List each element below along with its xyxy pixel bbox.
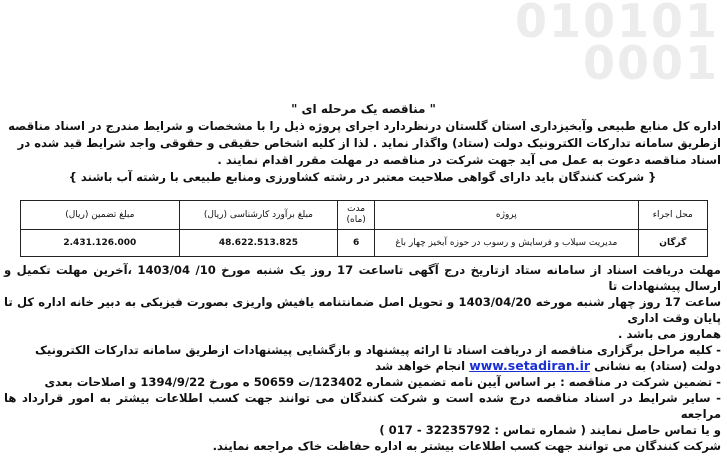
body-line-4: - کلیه مراحل برگزاری مناقصه از دریافت اسناد تا ارائه پیشنهاد و بازگشایی پیشنهادات ازطریق سامانه تدارکات الکترونیک (34, 343, 721, 357)
body-line-7: - سایر شرایط در اسناد مناقصه درج شده است و شرکت کنندگان می توانند جهت کسب اطلاعات بیشتر به امور قرارداد ها مراجعه (4, 391, 721, 421)
body-line-8: و یا تماس حاصل نمایند ( شماره تماس : 32235792 - 017 ) (379, 423, 721, 437)
notice-body (4, 262, 721, 454)
address-suffix: انجام خواهد شد (375, 359, 466, 373)
header-deposit: مبلغ تضمین (ریال) (21, 201, 180, 230)
notice-intro (4, 118, 721, 186)
header-estimate: مبلغ برآورد کارشناسی (ریال) (179, 201, 338, 230)
body-line-3: هماروز می باشد . (618, 327, 721, 341)
intro-line-2: ازطریق سامانه تدارکات الکترونیک دولت (ستاد) واگذار نماید . لذا از کلیه اشخاص حقیقی و حقوقی واجد شرایط قید شده در (17, 136, 721, 150)
header-project: پروژه (375, 201, 639, 230)
body-line-9: شرکت کنندگان می توانند جهت کسب اطلاعات بیشتر به اداره حفاظت خاک مراجعه نمایند. (212, 439, 721, 453)
cell-duration: 6 (338, 230, 375, 257)
intro-line-1: اداره کل منابع طبیعی وآبخیزداری استان گلستان درنظردارد اجرای پروژه ذیل را با مشخصات و شرایط مندرج در اسناد مناقصه (8, 119, 721, 133)
watermark-line-1: 010101 (514, 0, 719, 48)
cell-estimate: 48.622.513.825 (179, 230, 338, 257)
cell-deposit: 2.431.126.000 (21, 230, 180, 257)
intro-line-3: اسناد مناقصه دعوت به عمل می آید جهت شرکت در مناقصه در مهلت مقرر اقدام نمایند . (217, 153, 721, 167)
setad-link[interactable]: www.setadiran.ir (469, 358, 591, 373)
cell-project: مدیریت سیلاب و فرسایش و رسوب در حوزه آبخیز چهار باغ (375, 230, 639, 257)
table-header-row (21, 201, 708, 230)
body-line-6: - تضمین شرکت در مناقصه : بر اساس آیین نامه تضمین شماره 123402/ت 50659 ه مورخ 1394/9/22 و اصلاحات بعدی (44, 375, 721, 389)
table-row (21, 230, 708, 257)
notice-title: " مناقصه یک مرحله ای " (291, 102, 436, 116)
header-location: محل اجراء (638, 201, 707, 230)
header-duration: مدت (ماه) (338, 201, 375, 230)
tender-table (20, 200, 708, 257)
cell-location: گرگان (638, 230, 707, 257)
address-label: دولت (ستاد) به نشانی (594, 359, 721, 373)
body-line-5 (4, 358, 721, 374)
intro-line-4: { شرکت کنندگان باید دارای گواهی صلاحیت معتبر در رشته کشاورزی ومنابع طبیعی با رشته آب باشند } (68, 170, 657, 184)
body-line-2: ساعت 17 روز چهار شنبه مورخه 1403/04/20 و تحویل اصل ضمانتنامه یافیش واریزی بصورت فیزیکی به دبیر خانه اداره کل تا پایان وقت اداری (4, 295, 721, 325)
watermark-line-2: 0001 (582, 36, 719, 90)
body-line-1: مهلت دریافت اسناد از سامانه ستاد ازتاریخ درج آگهی تاساعت 17 روز یک شنبه مورخ 10/ 1403/04 ،آخرین مهلت تکمیل و ارسال پیشنهادات تا (4, 263, 721, 293)
